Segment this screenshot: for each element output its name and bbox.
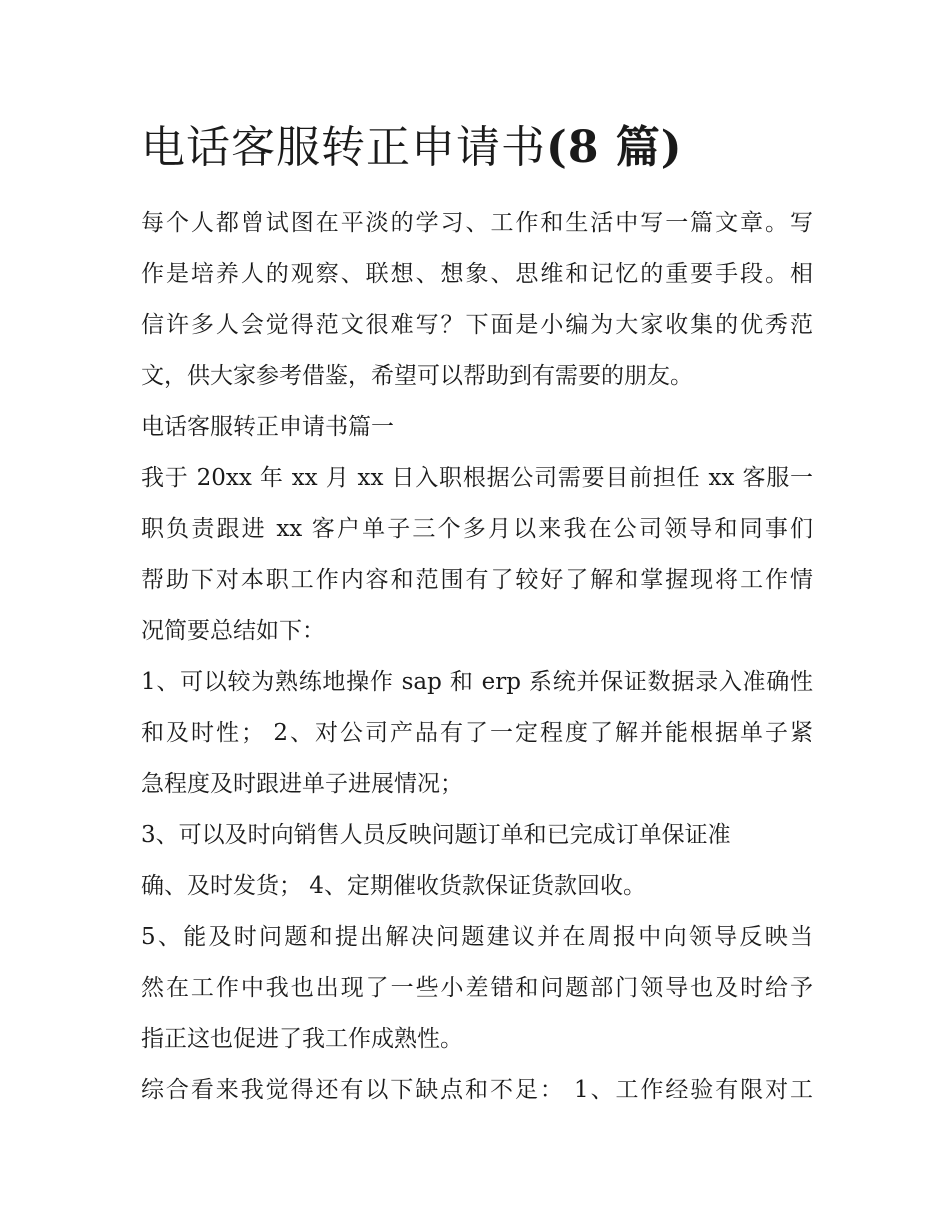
body-paragraph bbox=[141, 657, 813, 810]
section-heading bbox=[141, 402, 813, 453]
text-line: 作是培养人的观察、联想、想象、思维和记忆的重要手段。相 bbox=[141, 261, 813, 287]
text-line: 信许多人会觉得范文很难写？下面是小编为大家收集的优秀范 bbox=[141, 312, 813, 338]
body-paragraph bbox=[141, 1065, 813, 1116]
title-text: 电话客服转正申请书 bbox=[141, 122, 546, 173]
intro-paragraph bbox=[141, 198, 813, 402]
text-line: 和及时性； 2、对公司产品有了一定程度了解并能根据单子紧 bbox=[141, 720, 813, 746]
text-line: 确、及时发货； 4、定期催收货款保证货款回收。 bbox=[141, 873, 646, 899]
text-line: 帮助下对本职工作内容和范围有了较好了解和掌握现将工作情 bbox=[141, 567, 813, 593]
text-line: 然在工作中我也出现了一些小差错和问题部门领导也及时给予 bbox=[141, 975, 813, 1001]
text-line: 综合看来我觉得还有以下缺点和不足： 1、工作经验有限对工 bbox=[141, 1077, 813, 1103]
text-line: 我于 20xx 年 xx 月 xx 日入职根据公司需要目前担任 xx 客服一 bbox=[141, 465, 813, 491]
text-line: 况简要总结如下： bbox=[141, 618, 325, 644]
text-line: 1、可以较为熟练地操作 sap 和 erp 系统并保证数据录入准确性 bbox=[141, 669, 813, 695]
text-line: 职负责跟进 xx 客户单子三个多月以来我在公司领导和同事们 bbox=[141, 516, 813, 542]
text-line: 文，供大家参考借鉴，希望可以帮助到有需要的朋友。 bbox=[141, 363, 693, 389]
body-paragraph bbox=[141, 810, 813, 912]
text-line: 5、能及时问题和提出解决问题建议并在周报中向领导反映当 bbox=[141, 924, 813, 950]
text-line: 每个人都曾试图在平淡的学习、工作和生活中写一篇文章。写 bbox=[141, 210, 813, 236]
document-body bbox=[141, 198, 813, 1116]
title-count: (8 篇) bbox=[546, 122, 683, 173]
text-line: 电话客服转正申请书篇一 bbox=[141, 414, 394, 440]
text-line: 3、可以及时向销售人员反映问题订单和已完成订单保证准 bbox=[141, 822, 731, 848]
text-line: 急程度及时跟进单子进展情况； bbox=[141, 771, 463, 797]
body-paragraph bbox=[141, 453, 813, 657]
body-paragraph bbox=[141, 912, 813, 1065]
document-title bbox=[141, 118, 841, 178]
text-line: 指正这也促进了我工作成熟性。 bbox=[141, 1026, 463, 1052]
